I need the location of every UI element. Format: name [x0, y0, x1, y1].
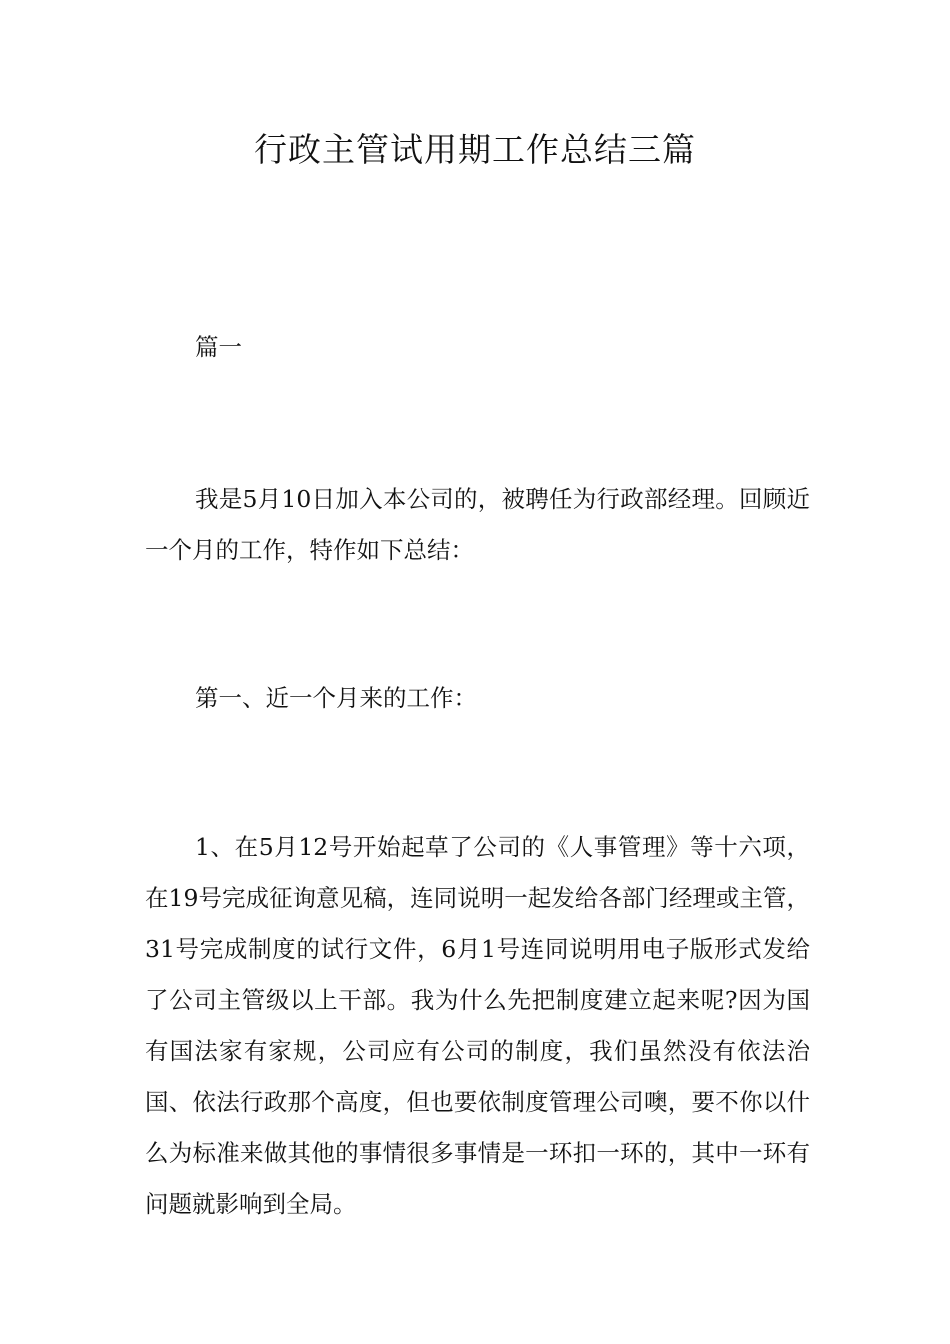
- body-paragraph: 1、在5月12号开始起草了公司的《人事管理》等十六项，在19号完成征询意见稿，连同说明一起发给各部门经理或主管，31号完成制度的试行文件，6月1号连同说明用电子版形式发给了公司主管级以上干部。我为什么先把制度建立起来呢?因为国有国法家有家规，公司应有公司的制度，我们虽然没有依法治国、依法行政那个高度，但也要依制度管理公司噢，要不你以什么为标准来做其他的事情很多事情是一环扣一环的，其中一环有问题就影响到全局。: [145, 833, 810, 1218]
- document-title: 行政主管试用期工作总结三篇: [254, 130, 696, 169]
- section-heading: 篇一: [195, 333, 242, 361]
- intro-paragraph: 我是5月10日加入本公司的，被聘任为行政部经理。回顾近一个月的工作，特作如下总结：: [145, 485, 810, 564]
- subsection-heading: 第一、近一个月来的工作：: [195, 684, 477, 712]
